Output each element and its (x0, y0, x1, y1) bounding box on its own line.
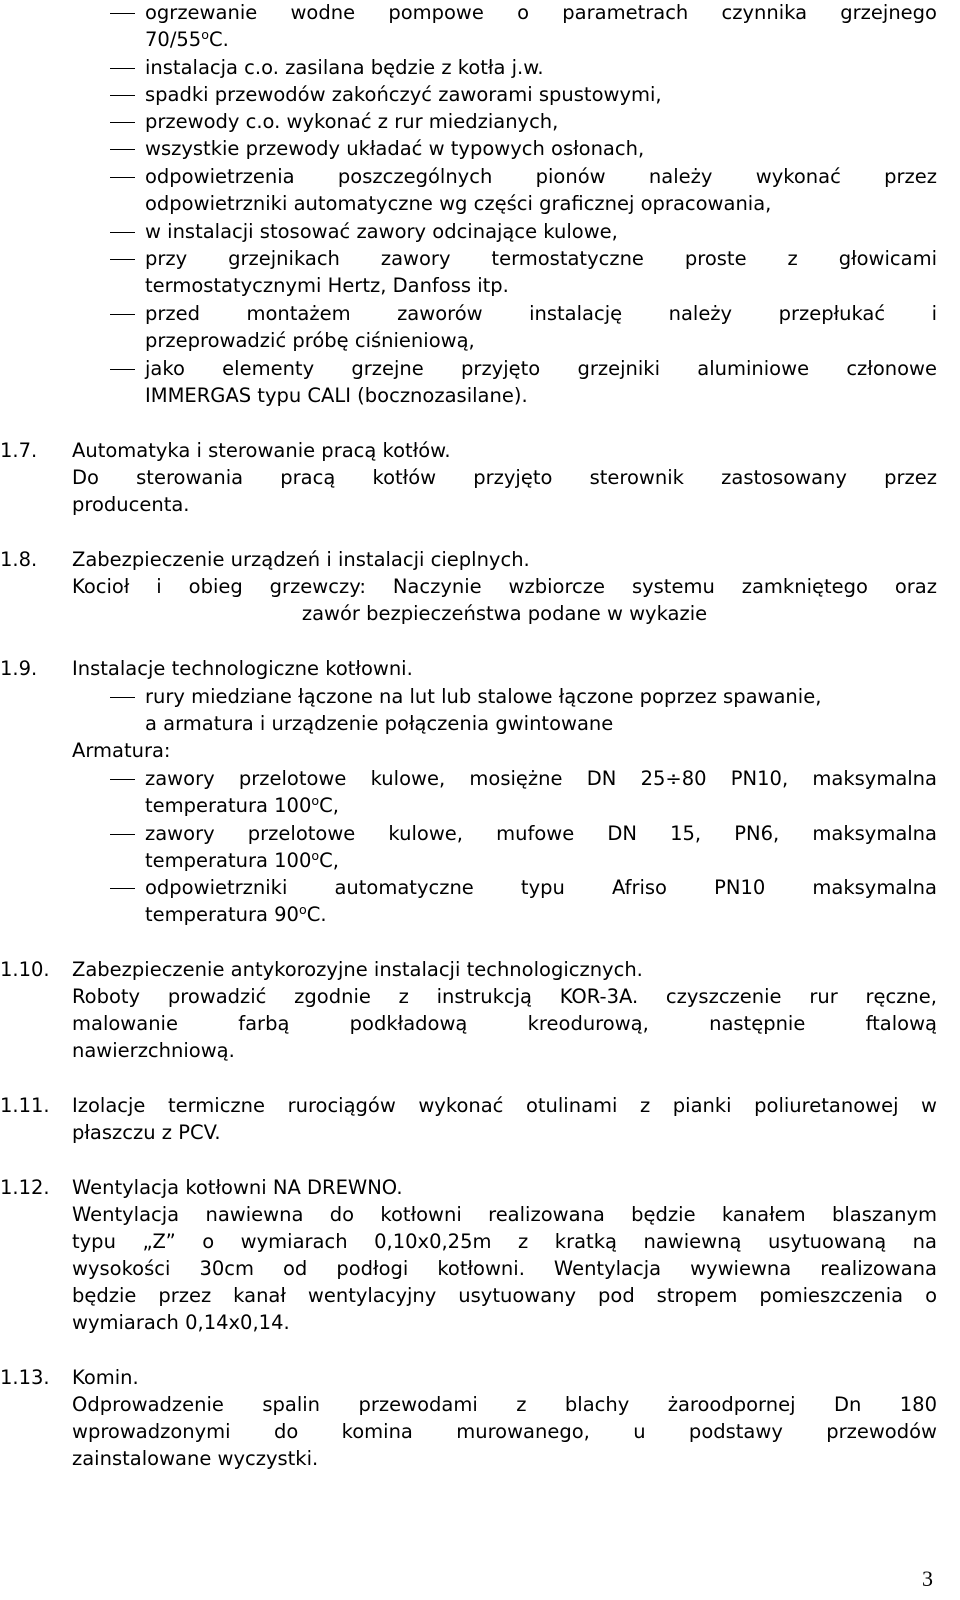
list-item: zawory przelotowe kulowe, mufowe DN 15, PN6, maksymalna (145, 822, 937, 845)
paragraph-line: Izolacje termiczne rurociągów wykonać otulinami z pianki poliuretanowej w (72, 1094, 937, 1117)
list-item-continued: temperatura 90$^o$C. (145, 902, 327, 926)
paragraph-line: będzie przez kanał wentylacyjny usytuowany pod stropem pomieszczenia o (72, 1284, 937, 1307)
list-item: przy grzejnikach zawory termostatyczne proste z głowicami (145, 247, 937, 270)
paragraph-line: producenta. (72, 493, 190, 516)
paragraph-line: Kocioł i obieg grzewczy: Naczynie wzbiorcze systemu zamkniętego oraz (72, 575, 937, 598)
section-title: Instalacje technologiczne kotłowni. (72, 657, 413, 680)
section-number: 1.10. (0, 958, 50, 981)
section-number: 1.11. (0, 1094, 50, 1117)
dash-bullet (110, 259, 135, 260)
dash-bullet (110, 177, 135, 178)
paragraph-line: malowanie farbą podkładową kreodurową, następnie ftalową (72, 1012, 937, 1035)
list-item: odpowietrzenia poszczególnych pionów należy wykonać przez (145, 165, 937, 188)
section-title: Wentylacja kotłowni NA DREWNO. (72, 1176, 403, 1199)
paragraph-line: wymiarach 0,14x0,14. (72, 1311, 290, 1334)
section-title: Automatyka i sterowanie pracą kotłów. (72, 439, 451, 462)
list-item-continued: 70/55$^o$C. (145, 27, 229, 51)
page-number: 3 (922, 1566, 933, 1591)
dash-bullet (110, 697, 135, 698)
list-item-continued: IMMERGAS typu CALI (bocznozasilane). (145, 384, 528, 407)
armatura-heading: Armatura: (72, 739, 171, 762)
paragraph-line: typu „Z” o wymiarach 0,10x0,25m z kratką nawiewną usytuowaną na (72, 1230, 937, 1253)
list-item: ogrzewanie wodne pompowe o parametrach czynnika grzejnego (145, 1, 937, 24)
section-number: 1.12. (0, 1176, 50, 1199)
list-item-continued: temperatura 100$^o$C, (145, 848, 339, 872)
paragraph-line: Do sterowania pracą kotłów przyjęto sterownik zastosowany przez (72, 466, 937, 489)
section-number: 1.13. (0, 1366, 50, 1389)
paragraph-line: Odprowadzenie spalin przewodami z blachy żaroodpornej Dn 180 (72, 1393, 937, 1416)
list-item-continued: a armatura i urządzenie połączenia gwintowane (145, 712, 614, 735)
list-item: przewody c.o. wykonać z rur miedzianych, (145, 110, 559, 133)
dash-bullet (110, 314, 135, 315)
list-item: zawory przelotowe kulowe, mosiężne DN 25÷80 PN10, maksymalna (145, 767, 937, 790)
paragraph-line: nawierzchniową. (72, 1039, 235, 1062)
section-number: 1.8. (0, 548, 38, 571)
list-item: instalacja c.o. zasilana będzie z kotła j.w. (145, 56, 544, 79)
dash-bullet (110, 68, 135, 69)
list-item-continued: termostatycznymi Hertz, Danfoss itp. (145, 274, 509, 297)
list-item: przed montażem zaworów instalację należy przepłukać i (145, 302, 937, 325)
section-number: 1.9. (0, 657, 38, 680)
paragraph-line: wprowadzonymi do komina murowanego, u podstawy przewodów (72, 1420, 937, 1443)
dash-bullet (110, 95, 135, 96)
dash-bullet (110, 888, 135, 889)
paragraph-line: Roboty prowadzić zgodnie z instrukcją KOR-3A. czyszczenie rur ręczne, (72, 985, 937, 1008)
paragraph-line: zainstalowane wyczystki. (72, 1447, 319, 1470)
paragraph-line: zawór bezpieczeństwa podane w wykazie (301, 602, 708, 625)
list-item: wszystkie przewody układać w typowych osłonach, (145, 137, 645, 160)
dash-bullet (110, 779, 135, 780)
list-item: jako elementy grzejne przyjęto grzejniki aluminiowe członowe (145, 357, 937, 380)
paragraph-line: Wentylacja nawiewna do kotłowni realizowana będzie kanałem blaszanym (72, 1203, 937, 1226)
section-title: Zabezpieczenie antykorozyjne instalacji technologicznych. (72, 958, 643, 981)
paragraph-line: płaszczu z PCV. (72, 1121, 221, 1144)
dash-bullet (110, 834, 135, 835)
dash-bullet (110, 13, 135, 14)
list-item: w instalacji stosować zawory odcinające kulowe, (145, 220, 618, 243)
list-item-continued: temperatura 100$^o$C, (145, 793, 339, 817)
list-item: odpowietrzniki automatyczne typu Afriso PN10 maksymalna (145, 876, 937, 899)
paragraph-line: wysokości 30cm od podłogi kotłowni. Wentylacja wywiewna realizowana (72, 1257, 937, 1280)
dash-bullet (110, 232, 135, 233)
list-item-continued: przeprowadzić próbę ciśnieniową, (145, 329, 475, 352)
dash-bullet (110, 122, 135, 123)
section-number: 1.7. (0, 439, 38, 462)
dash-bullet (110, 369, 135, 370)
list-item-continued: odpowietrzniki automatyczne wg części graficznej opracowania, (145, 192, 772, 215)
list-item: rury miedziane łączone na lut lub stalowe łączone poprzez spawanie, (145, 685, 822, 708)
list-item: spadki przewodów zakończyć zaworami spustowymi, (145, 83, 662, 106)
section-title: Zabezpieczenie urządzeń i instalacji cieplnych. (72, 548, 530, 571)
dash-bullet (110, 149, 135, 150)
section-title: Komin. (72, 1366, 139, 1389)
